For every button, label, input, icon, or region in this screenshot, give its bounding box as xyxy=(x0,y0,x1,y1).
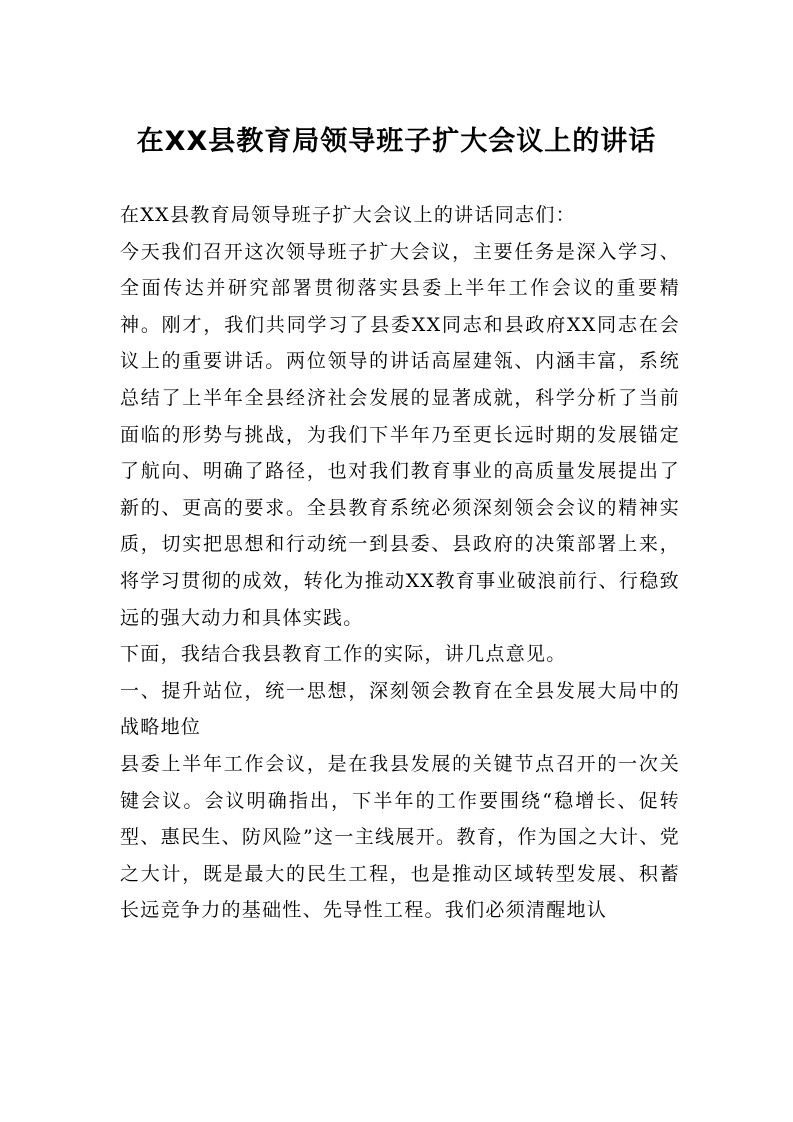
salutation-paragraph: 在XX县教育局领导班子扩大会议上的讲话同志们： xyxy=(120,204,576,226)
opening-paragraph: 今天我们召开这次领导班子扩大会议，主要任务是深入学习、全面传达并研究部署贯彻落实县委上半年工作会议的重要精神。刚才，我们共同学习了县委XX同志和县政府XX同志在会议上的重要讲话。两位领导的讲话高屋建瓴、内涵丰富，系统总结了上半年全县经济社会发展的显著成就，科学分析了当前面临的形势与挑战，为我们下半年乃至更长远时期的发展锚定了航向、明确了路径，也对我们教育事业的高质量发展提出了新的、更高的要求。全县教育系统必须深刻领会会议的精神实质，切实把思想和行动统一到县委、县政府的决策部署上来，将学习贯彻的成效，转化为推动XX教育事业破浪前行、行稳致远的强大动力和具体实践。 xyxy=(120,240,680,629)
document-title: 在XX县教育局领导班子扩大会议上的讲话 xyxy=(136,126,657,157)
transition-paragraph: 下面，我结合我县教育工作的实际，讲几点意见。 xyxy=(120,643,567,666)
document-body xyxy=(120,197,680,929)
section-heading-1: 一、提升站位，统一思想，深刻领会教育在全县发展大局中的战略地位 xyxy=(120,679,680,739)
section-1-paragraph: 县委上半年工作会议，是在我县发展的关键节点召开的一次关键会议。会议明确指出，下半年的工作要围绕“稳增长、促转型、惠民生、防风险”这一主线展开。教育，作为国之大计、党之大计，既是最大的民生工程，也是推动区域转型发展、积蓄长远竞争力的基础性、先导性工程。我们必须清醒地认 xyxy=(120,752,680,922)
